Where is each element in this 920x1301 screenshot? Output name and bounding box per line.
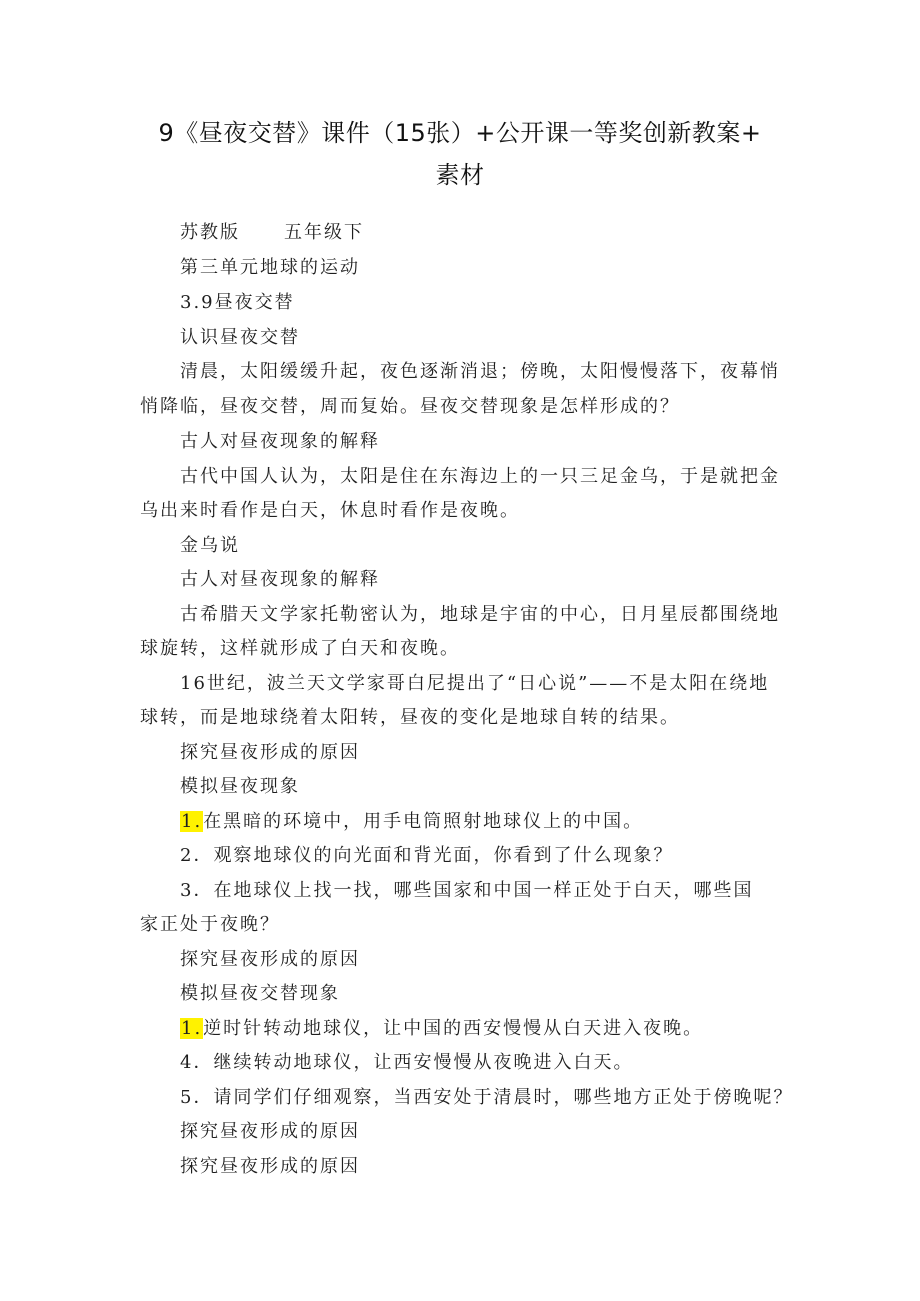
list-item-continuation: 家正处于夜晚？: [140, 914, 280, 935]
unit-heading: 第三单元地球的运动: [180, 257, 360, 278]
document-title: [140, 112, 780, 196]
section-heading: 探究昼夜形成的原因: [180, 742, 360, 763]
grade-label: 五年级下: [284, 222, 364, 243]
list-item: [180, 807, 643, 833]
section-heading: 模拟昼夜现象: [180, 776, 300, 797]
highlighted-number: 1.: [181, 811, 203, 832]
paragraph-line: 乌出来时看作是白天，休息时看作是夜晚。: [140, 500, 520, 521]
paragraph-line: 悄降临，昼夜交替，周而复始。昼夜交替现象是怎样形成的？: [140, 396, 680, 417]
list-item: 5．请同学们仔细观察，当西安处于清晨时，哪些地方正处于傍晚呢？: [180, 1087, 794, 1108]
section-heading: 金乌说: [180, 535, 240, 556]
paragraph-line: 球转，而是地球绕着太阳转，昼夜的变化是地球自转的结果。: [140, 707, 680, 728]
section-heading: 认识昼夜交替: [180, 327, 300, 348]
title-line-2: 素材: [435, 161, 485, 189]
lesson-heading: 3.9昼夜交替: [180, 292, 295, 313]
title-line-1: 9《昼夜交替》课件（15张）+公开课一等奖创新教案+: [158, 119, 762, 147]
paragraph-line: 球旋转，这样就形成了白天和夜晚。: [140, 638, 460, 659]
list-item-text: 逆时针转动地球仪，让中国的西安慢慢从白天进入夜晚。: [203, 1018, 704, 1039]
section-heading: 探究昼夜形成的原因: [180, 949, 360, 970]
list-item-text: 在黑暗的环境中，用手电筒照射地球仪上的中国。: [203, 811, 644, 832]
highlighted-number: 1.: [181, 1018, 203, 1039]
section-heading: 探究昼夜形成的原因: [180, 1156, 360, 1177]
section-heading: 古人对昼夜现象的解释: [180, 431, 380, 452]
list-item: 3．在地球仪上找一找，哪些国家和中国一样正处于白天，哪些国: [180, 880, 754, 901]
paragraph-line: 清晨，太阳缓缓升起，夜色逐渐消退；傍晚，太阳慢慢落下，夜幕悄: [180, 361, 780, 382]
list-item: 2．观察地球仪的向光面和背光面，你看到了什么现象？: [180, 845, 674, 866]
list-item: [180, 1014, 703, 1040]
list-item: 4．继续转动地球仪，让西安慢慢从夜晚进入白天。: [180, 1052, 634, 1073]
paragraph-line: 16世纪，波兰天文学家哥白尼提出了“日心说”——不是太阳在绕地: [180, 673, 770, 694]
paragraph-line: 古代中国人认为，太阳是住在东海边上的一只三足金乌，于是就把金: [180, 466, 780, 487]
section-heading: 古人对昼夜现象的解释: [180, 569, 380, 590]
section-heading: 探究昼夜形成的原因: [180, 1121, 360, 1142]
paragraph-line: 古希腊天文学家托勒密认为，地球是宇宙的中心，日月星辰都围绕地: [180, 604, 780, 625]
publisher-label: 苏教版: [180, 222, 240, 243]
meta-line: [180, 218, 364, 244]
section-heading: 模拟昼夜交替现象: [180, 983, 340, 1004]
